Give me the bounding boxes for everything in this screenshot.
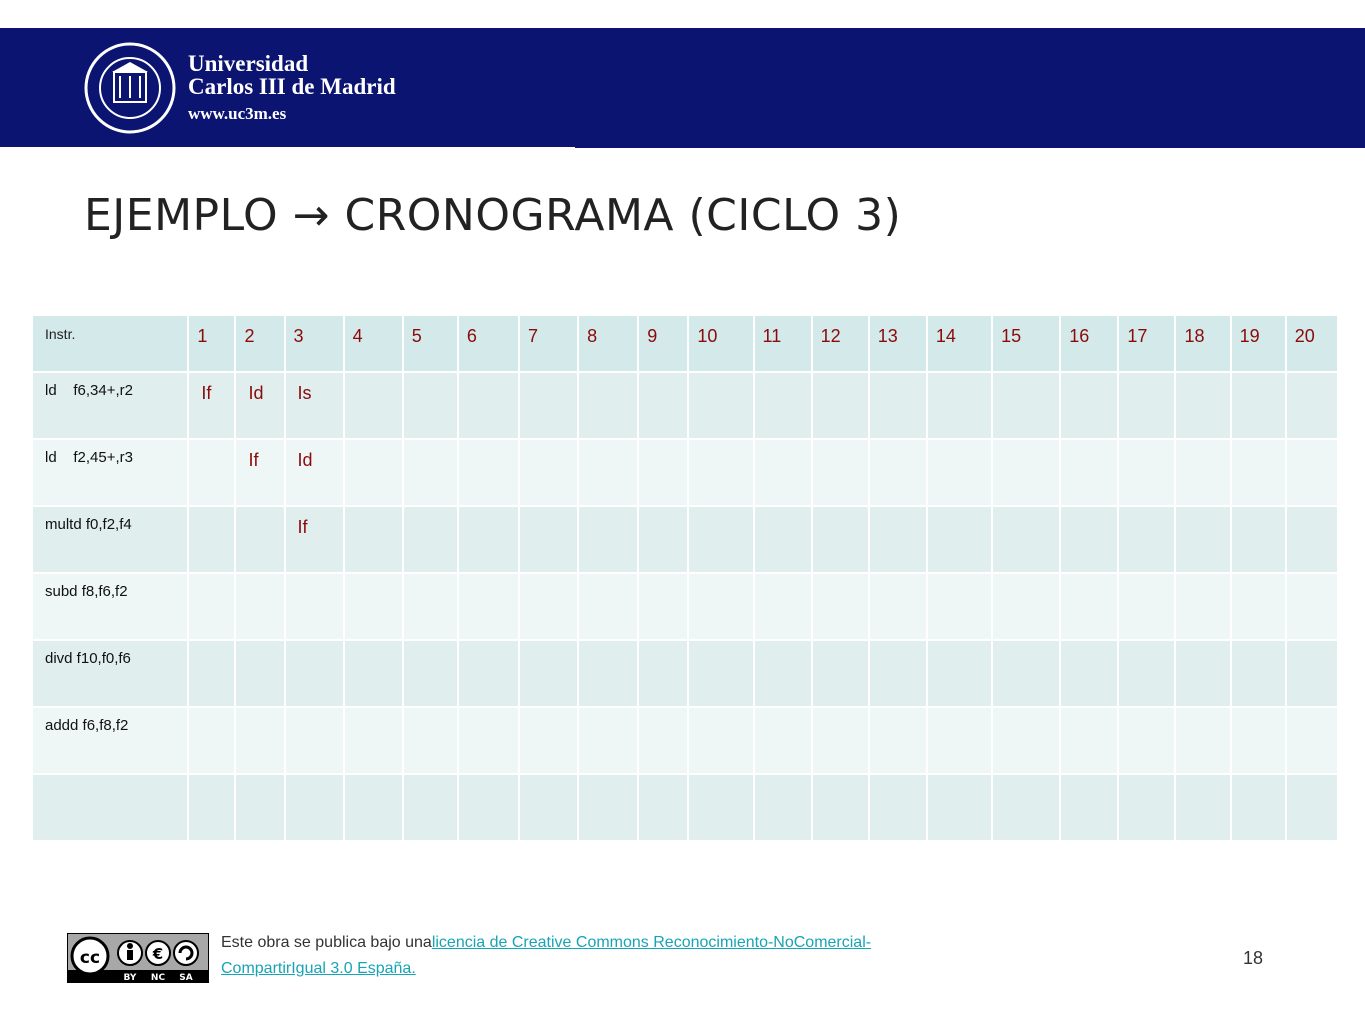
stage-cell <box>188 640 235 707</box>
stage-cell <box>1175 573 1230 640</box>
badge-label-sa: SA <box>179 973 193 982</box>
stage-cell <box>403 439 458 506</box>
stage-cell: If <box>285 506 344 573</box>
stage-cell <box>1175 774 1230 841</box>
stage-cell <box>1060 707 1118 774</box>
stage-cell <box>1231 439 1286 506</box>
instr-column-header: Instr. <box>33 316 188 372</box>
stage-cell <box>688 506 753 573</box>
cycle-header: 18 <box>1175 316 1230 372</box>
stage-cell <box>869 372 927 439</box>
stage-cell <box>992 372 1060 439</box>
stage-cell <box>1060 573 1118 640</box>
stage-cell <box>458 439 519 506</box>
stage-cell <box>812 372 869 439</box>
university-name-line1: Universidad <box>188 51 309 76</box>
stage-cell <box>1060 506 1118 573</box>
stage-cell <box>1231 707 1286 774</box>
stage-cell <box>188 573 235 640</box>
stage-cell <box>992 774 1060 841</box>
cycle-header: 7 <box>519 316 578 372</box>
stage-cell <box>927 640 992 707</box>
stage-cell <box>1286 573 1338 640</box>
stage-cell <box>403 506 458 573</box>
license-notice <box>221 930 921 982</box>
stage-cell <box>1118 506 1175 573</box>
stage-cell <box>992 506 1060 573</box>
university-name <box>188 52 396 98</box>
stage-cell <box>1286 439 1338 506</box>
cc-by-nc-sa-icon <box>68 934 208 982</box>
cycle-header: 1 <box>188 316 235 372</box>
stage-cell <box>285 707 344 774</box>
stage-cell <box>638 439 688 506</box>
stage-cell <box>578 439 638 506</box>
stage-cell <box>519 774 578 841</box>
stage-cell <box>812 439 869 506</box>
stage-cell <box>403 640 458 707</box>
stage-cell <box>1175 707 1230 774</box>
cycle-header: 20 <box>1286 316 1338 372</box>
stage-cell <box>1118 372 1175 439</box>
stage-cell <box>235 506 284 573</box>
stage-cell <box>927 372 992 439</box>
stage-cell <box>519 372 578 439</box>
stage-cell <box>188 774 235 841</box>
stage-cell <box>1060 640 1118 707</box>
stage-cell <box>1231 774 1286 841</box>
stage-cell <box>403 707 458 774</box>
stage-cell <box>458 707 519 774</box>
stage-cell <box>403 774 458 841</box>
stage-cell <box>754 506 812 573</box>
instruction-cell: subd f8,f6,f2 <box>33 573 188 640</box>
cycle-header: 2 <box>235 316 284 372</box>
stage-cell <box>812 573 869 640</box>
stage-cell <box>869 573 927 640</box>
stage-cell <box>992 640 1060 707</box>
cycle-header: 11 <box>754 316 812 372</box>
stage-cell <box>869 506 927 573</box>
stage-cell <box>519 573 578 640</box>
stage-cell <box>519 439 578 506</box>
stage-cell <box>1175 640 1230 707</box>
stage-cell <box>285 573 344 640</box>
stage-cell <box>1060 439 1118 506</box>
stage-cell <box>1175 372 1230 439</box>
stage-cell <box>1060 774 1118 841</box>
svg-text:cc: cc <box>79 948 101 968</box>
stage-cell <box>458 573 519 640</box>
stage-cell <box>638 372 688 439</box>
cycle-header: 15 <box>992 316 1060 372</box>
stage-cell <box>812 774 869 841</box>
table-row <box>33 372 1338 439</box>
stage-cell <box>344 774 403 841</box>
stage-cell <box>578 640 638 707</box>
stage-cell <box>1231 372 1286 439</box>
stage-cell <box>1060 372 1118 439</box>
stage-cell <box>688 707 753 774</box>
stage-cell <box>235 640 284 707</box>
stage-cell <box>812 506 869 573</box>
svg-text:€: € <box>152 945 164 963</box>
slide-title: EJEMPLO → CRONOGRAMA (CICLO 3) <box>84 190 902 241</box>
stage-cell <box>403 372 458 439</box>
stage-cell <box>754 707 812 774</box>
table-row <box>33 707 1338 774</box>
stage-cell <box>927 774 992 841</box>
instruction-cell: ld f2,45+,r3 <box>33 439 188 506</box>
instruction-cell <box>33 774 188 841</box>
stage-cell <box>1286 506 1338 573</box>
stage-cell <box>344 372 403 439</box>
badge-label-by: BY <box>123 973 137 982</box>
stage-cell <box>754 439 812 506</box>
stage-cell <box>688 774 753 841</box>
header-banner-strip <box>575 145 1365 148</box>
stage-cell <box>519 707 578 774</box>
stage-cell <box>688 439 753 506</box>
stage-cell <box>235 573 284 640</box>
stage-cell <box>869 439 927 506</box>
stage-cell <box>285 640 344 707</box>
license-prefix: Este obra se publica bajo una <box>221 934 432 951</box>
cycle-header: 8 <box>578 316 638 372</box>
cycle-header: 3 <box>285 316 344 372</box>
instruction-cell: ld f6,34+,r2 <box>33 372 188 439</box>
stage-cell <box>1118 774 1175 841</box>
stage-cell <box>344 439 403 506</box>
stage-cell <box>754 774 812 841</box>
creative-commons-badge[interactable] <box>67 933 209 983</box>
stage-cell <box>927 707 992 774</box>
stage-cell <box>1286 774 1338 841</box>
stage-cell <box>235 707 284 774</box>
stage-cell <box>869 640 927 707</box>
stage-cell <box>688 372 753 439</box>
stage-cell <box>1286 640 1338 707</box>
stage-cell: If <box>188 372 235 439</box>
stage-cell <box>578 506 638 573</box>
cycle-header: 19 <box>1231 316 1286 372</box>
cycle-header: 14 <box>927 316 992 372</box>
cycle-header: 13 <box>869 316 927 372</box>
stage-cell <box>1118 640 1175 707</box>
stage-cell <box>458 372 519 439</box>
stage-cell <box>344 707 403 774</box>
table-row <box>33 506 1338 573</box>
stage-cell <box>638 573 688 640</box>
stage-cell <box>1231 506 1286 573</box>
cycle-header: 12 <box>812 316 869 372</box>
stage-cell <box>638 506 688 573</box>
stage-cell: Id <box>285 439 344 506</box>
stage-cell <box>992 573 1060 640</box>
stage-cell <box>188 439 235 506</box>
stage-cell: Id <box>235 372 284 439</box>
license-link[interactable]: licencia de Creative Commons Reconocimiento-NoComercial-CompartirIgual 3.0 España. <box>221 934 872 977</box>
stage-cell <box>1175 439 1230 506</box>
stage-cell <box>992 707 1060 774</box>
stage-cell <box>754 573 812 640</box>
stage-cell <box>1118 707 1175 774</box>
table-row <box>33 774 1338 841</box>
university-name-line2: Carlos III de Madrid <box>188 74 396 99</box>
stage-cell <box>1231 573 1286 640</box>
stage-cell <box>1118 573 1175 640</box>
table-row <box>33 573 1338 640</box>
stage-cell <box>927 506 992 573</box>
stage-cell <box>285 774 344 841</box>
cycle-header: 10 <box>688 316 753 372</box>
stage-cell <box>578 372 638 439</box>
stage-cell <box>869 774 927 841</box>
instruction-cell: divd f10,f0,f6 <box>33 640 188 707</box>
table-row <box>33 439 1338 506</box>
stage-cell <box>458 506 519 573</box>
stage-cell <box>1286 707 1338 774</box>
stage-cell: Is <box>285 372 344 439</box>
table-row <box>33 640 1338 707</box>
stage-cell <box>519 640 578 707</box>
stage-cell <box>458 640 519 707</box>
cycle-header: 4 <box>344 316 403 372</box>
stage-cell <box>1231 640 1286 707</box>
badge-label-nc: NC <box>150 973 166 982</box>
university-seal-logo <box>84 42 176 134</box>
stage-cell <box>638 640 688 707</box>
cycle-header: 6 <box>458 316 519 372</box>
stage-cell <box>1118 439 1175 506</box>
stage-cell <box>578 774 638 841</box>
cycle-header: 9 <box>638 316 688 372</box>
cycle-header: 16 <box>1060 316 1118 372</box>
stage-cell: If <box>235 439 284 506</box>
pipeline-timeline-table <box>33 316 1339 842</box>
cycle-header: 17 <box>1118 316 1175 372</box>
stage-cell <box>869 707 927 774</box>
stage-cell <box>188 707 235 774</box>
stage-cell <box>403 573 458 640</box>
stage-cell <box>1175 506 1230 573</box>
stage-cell <box>1286 372 1338 439</box>
stage-cell <box>578 573 638 640</box>
stage-cell <box>344 573 403 640</box>
stage-cell <box>344 640 403 707</box>
stage-cell <box>519 506 578 573</box>
stage-cell <box>188 506 235 573</box>
stage-cell <box>812 640 869 707</box>
stage-cell <box>344 506 403 573</box>
stage-cell <box>458 774 519 841</box>
table-header-row <box>33 316 1338 372</box>
stage-cell <box>812 707 869 774</box>
page-number: 18 <box>1243 948 1264 968</box>
stage-cell <box>638 774 688 841</box>
stage-cell <box>235 774 284 841</box>
stage-cell <box>688 640 753 707</box>
stage-cell <box>927 439 992 506</box>
stage-cell <box>927 573 992 640</box>
stage-cell <box>992 439 1060 506</box>
stage-cell <box>578 707 638 774</box>
instruction-cell: addd f6,f8,f2 <box>33 707 188 774</box>
stage-cell <box>754 372 812 439</box>
stage-cell <box>638 707 688 774</box>
stage-cell <box>688 573 753 640</box>
stage-cell <box>754 640 812 707</box>
cycle-header: 5 <box>403 316 458 372</box>
university-website[interactable]: www.uc3m.es <box>188 104 287 123</box>
instruction-cell: multd f0,f2,f4 <box>33 506 188 573</box>
